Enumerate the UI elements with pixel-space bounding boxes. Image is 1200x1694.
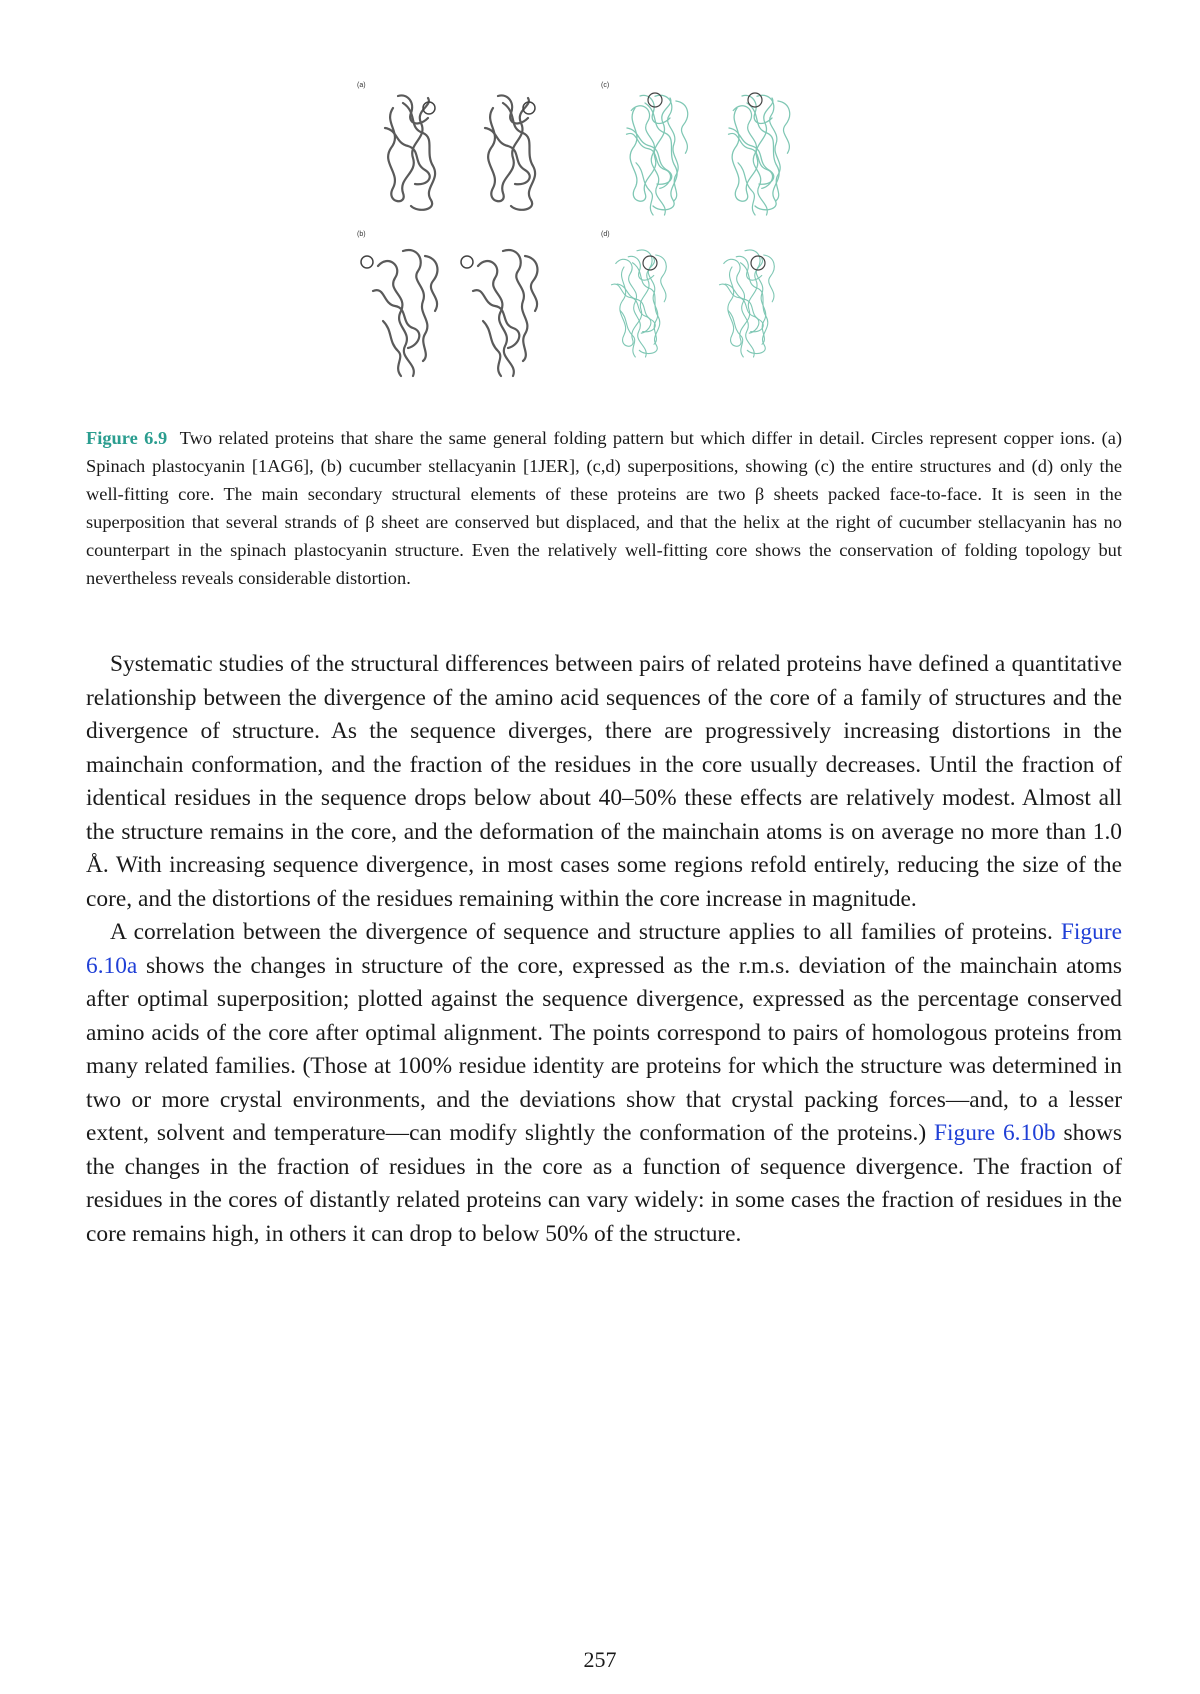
figure-panels [355, 78, 855, 404]
protein-structure-figure [355, 78, 855, 404]
paragraph-2-part-1: A correlation between the divergence of sequence and structure applies to all families of proteins. [110, 919, 1053, 945]
panel-a-structure [385, 95, 535, 209]
paragraph-2-part-3: shows the changes in the fraction of residues in the core as a function of sequence divergence. The fraction of residues in the cores of distantly related proteins can vary widely: in some cases the fraction of residues in the core remains high, in others it can drop to below 50% of the structure. [86, 1120, 1122, 1247]
panel-label-b: (b) [357, 231, 366, 238]
paragraph-2 [86, 916, 1122, 1251]
panel-b-structure [373, 250, 537, 376]
panel-label-c: (c) [601, 82, 610, 89]
panel-label-d: (d) [601, 231, 610, 238]
figure-caption-label: Figure 6.9 [86, 428, 168, 448]
copper-ion-marker [361, 256, 373, 268]
panel-c-superposition [627, 95, 790, 215]
paragraph-2-part-2: shows the changes in structure of the core, expressed as the r.m.s. deviation of the mainchain atoms after optimal superposition; plotted against the sequence divergence, expressed as the percentage conserved amino acids of the core after optimal alignment. The points correspond to pairs of homologous proteins from many related families. (Those at 100% residue identity are proteins for which the structure was determined in two or more crystal environments, and the deviations show that crystal packing forces—and, to a lesser extent, solvent and temperature—can modify slightly the conformation of the proteins.) [86, 952, 1122, 1146]
copper-ion-marker [461, 256, 473, 268]
figure-caption-text: Two related proteins that share the same general folding pattern but which differ in detail. Circles represent copper ions. (a) Spinach plastocyanin [1AG6], (b) cucumber stellacyanin [1JER], (c,d) superpositions, showing (c) the entire structures and (d) only the well-fitting core. The main secondary structural elements of these proteins are two β sheets packed face-to-face. It is seen in the superposition that several strands of β sheet are conserved but displaced, and that the helix at the right of cucumber stellacyanin has no counterpart in the spinach plastocyanin structure. Even the relatively well-fitting core shows the conservation of folding topology but nevertheless reveals considerable distortion. [86, 428, 1122, 588]
body-text [86, 648, 1122, 1251]
copper-ion-marker [748, 93, 762, 107]
copper-ion-marker [648, 93, 662, 107]
figure-6-10b-link[interactable]: Figure 6.10b [934, 1120, 1056, 1146]
panel-label-a: (a) [357, 82, 366, 89]
figure-caption [86, 424, 1122, 592]
figure-6-10a-link[interactable]: Figure 6.10a [86, 919, 1122, 979]
panel-d-core-superposition [612, 250, 775, 357]
paragraph-1: Systematic studies of the structural differences between pairs of related proteins have defined a quantitative relationship between the divergence of the amino acid sequences of the core of a family of structures and the divergence of structure. As the sequence diverges, there are progressively increasing distortions in the mainchain conformation, and the fraction of the residues in the core usually decreases. Until the fraction of identical residues in the sequence drops below about 40–50% these effects are relatively modest. Almost all the structure remains in the core, and the deformation of the mainchain atoms is on average no more than 1.0 Å. With increasing sequence divergence, in most cases some regions refold entirely, reducing the size of the core, and the distortions of the residues remaining within the core increase in magnitude. [86, 651, 1122, 912]
page-number: 257 [583, 1647, 617, 1672]
